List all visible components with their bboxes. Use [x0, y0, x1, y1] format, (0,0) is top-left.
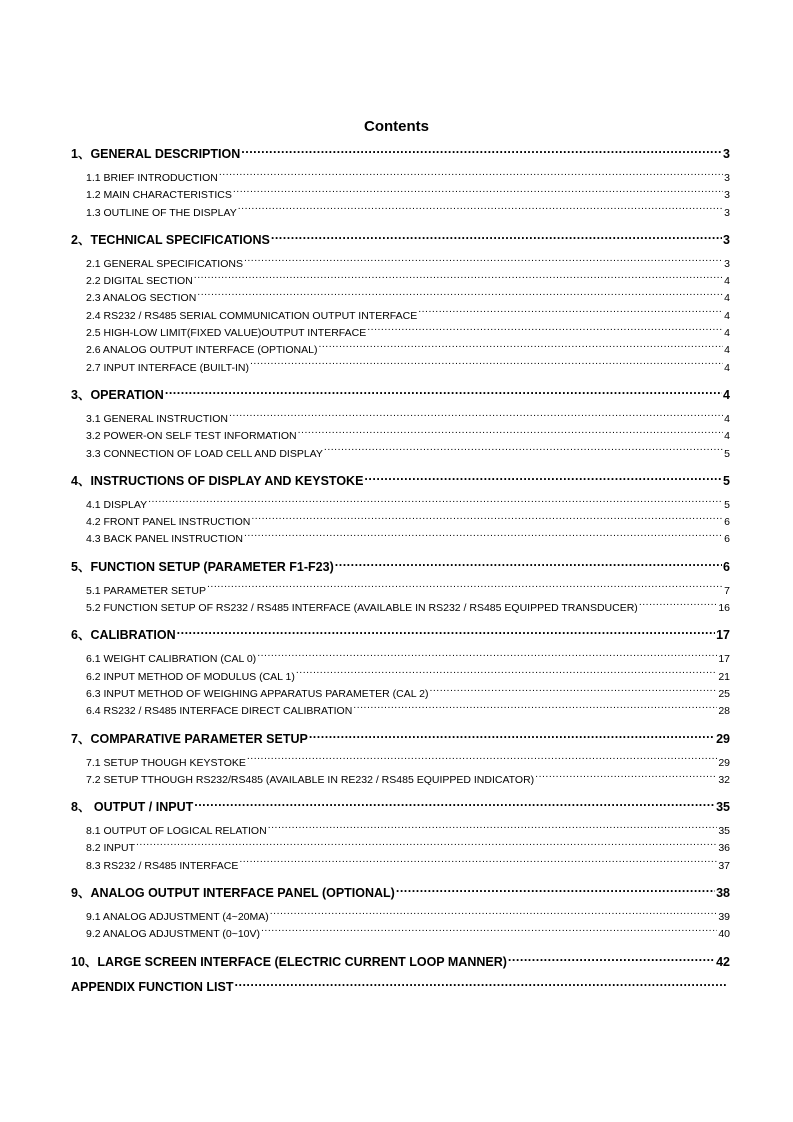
toc-subsection-entry[interactable] [71, 360, 730, 377]
toc-dot-leader [238, 205, 723, 216]
toc-entry-label: 5、FUNCTION SETUP (PARAMETER F1-F23) [71, 559, 334, 574]
toc-dot-leader [194, 274, 723, 285]
toc-dot-leader [247, 755, 717, 766]
toc-subsection-entry[interactable] [71, 926, 730, 943]
toc-dot-leader [244, 532, 723, 543]
toc-dot-leader [318, 343, 723, 354]
toc-page-number: 39 [718, 911, 730, 924]
toc-dot-leader [197, 291, 723, 302]
toc-page-number: 40 [718, 928, 730, 941]
toc-dot-leader [229, 411, 723, 422]
toc-page-number: 4 [724, 412, 730, 425]
toc-entry-label: 8、 OUTPUT / INPUT [71, 800, 194, 815]
toc-dot-leader [268, 824, 718, 835]
toc-entry-label: 1.1 BRIEF INTRODUCTION [86, 172, 218, 184]
toc-subsection-entry[interactable] [71, 187, 730, 204]
toc-dot-leader [335, 558, 722, 571]
toc-subsection-entry[interactable] [71, 600, 730, 617]
toc-entry-label: 4、INSTRUCTIONS OF DISPLAY AND KEYSTOKE [71, 473, 364, 488]
toc-entry-label: 2.3 ANALOG SECTION [86, 292, 197, 305]
toc-page-number: 6 [723, 559, 730, 574]
toc-dot-leader [148, 497, 723, 508]
toc-dot-leader [194, 799, 715, 812]
toc-entry-label: 7.2 SETUP TTHOUGH RS232/RS485 (AVAILABLE IN RE232 / RS485 EQUIPPED INDICATOR) [86, 773, 535, 786]
toc-entry-label: 5.1 PARAMETER SETUP [86, 584, 207, 597]
toc-subsection-entry[interactable] [71, 583, 730, 600]
toc-dot-leader [324, 446, 723, 457]
toc-dot-leader [396, 885, 715, 898]
toc-entry-label: 9.1 ANALOG ADJUSTMENT (4~20MA) [86, 911, 269, 924]
toc-page-number: 4 [723, 387, 730, 402]
toc-subsection-entry[interactable] [71, 703, 730, 720]
toc-entry-label: APPENDIX FUNCTION LIST [71, 979, 234, 994]
toc-entry-label: 10、LARGE SCREEN INTERFACE (ELECTRIC CURRENT LOOP MANNER) [71, 954, 507, 969]
toc-entry-label: 4.1 DISPLAY [86, 498, 148, 511]
toc-entry-label: 2.2 DIGITAL SECTION [86, 275, 193, 288]
toc-subsection-entry[interactable] [71, 823, 730, 840]
toc-subsection-entry[interactable] [71, 531, 730, 548]
toc-subsection-entry[interactable] [71, 428, 730, 445]
toc-entry-label: 6、CALIBRATION [71, 628, 176, 643]
toc-dot-leader [239, 858, 717, 869]
toc-page-number: 4 [724, 361, 730, 374]
toc-dot-leader [429, 686, 717, 697]
toc-dot-leader [207, 583, 723, 594]
toc-dot-leader [177, 627, 715, 640]
toc-entry-label: 3.3 CONNECTION OF LOAD CELL AND DISPLAY [86, 447, 323, 460]
toc-dot-leader [261, 927, 717, 938]
toc-entry-label: 9.2 ANALOG ADJUSTMENT (0~10V) [86, 928, 260, 941]
toc-page-number: 29 [718, 756, 730, 769]
toc-section-entry[interactable] [71, 953, 730, 971]
toc-page-number: 28 [718, 705, 730, 718]
toc-dot-leader [639, 601, 718, 612]
toc-entry-label: 1、GENERAL DESCRIPTION [71, 147, 241, 161]
toc-dot-leader [364, 472, 722, 485]
toc-page-number: 17 [718, 653, 730, 666]
toc-subsection-entry[interactable] [71, 290, 730, 307]
toc-dot-leader [508, 953, 715, 966]
toc-section-entry[interactable] [71, 145, 730, 163]
toc-page-number: 4 [724, 430, 730, 443]
toc-dot-leader [271, 231, 722, 244]
toc-page-number: 4 [724, 309, 730, 322]
toc-dot-leader [298, 429, 724, 440]
toc-subsection-entry[interactable] [71, 411, 730, 428]
toc-entry-label: 6.3 INPUT METHOD OF WEIGHING APPARATUS PARAMETER (CAL 2) [86, 687, 429, 700]
toc-dot-leader [251, 515, 723, 526]
toc-dot-leader [165, 386, 722, 399]
toc-entry-label: 2.6 ANALOG OUTPUT INTERFACE (OPTIONAL) [86, 344, 318, 357]
toc-subsection-entry[interactable] [71, 446, 730, 463]
toc-subsection-entry[interactable] [71, 205, 730, 222]
toc-dot-leader [257, 652, 717, 663]
toc-entry-label: 3.1 GENERAL INSTRUCTION [86, 412, 228, 425]
toc-subsection-entry[interactable] [71, 755, 730, 772]
toc-entry-label: 8.3 RS232 / RS485 INTERFACE [86, 859, 239, 872]
toc-section-entry[interactable] [71, 472, 730, 490]
toc-subsection-entry[interactable] [71, 840, 730, 857]
toc-page-number: 3 [724, 206, 730, 219]
toc-entry-label: 6.2 INPUT METHOD OF MODULUS (CAL 1) [86, 670, 295, 683]
toc-entry-label: 6.4 RS232 / RS485 INTERFACE DIRECT CALIBRATION [86, 705, 353, 718]
toc-dot-leader [235, 978, 726, 991]
toc-section-entry[interactable] [71, 730, 730, 748]
toc-entry-label: 2、TECHNICAL SPECIFICATIONS [71, 232, 270, 247]
toc-page-number: 4 [724, 344, 730, 357]
toc-dot-leader [136, 841, 717, 852]
toc-page-number: 38 [716, 886, 730, 901]
toc-subsection-entry[interactable] [71, 909, 730, 926]
toc-entry-label: 7、COMPARATIVE PARAMETER SETUP [71, 731, 308, 746]
toc-page-number: 3 [723, 147, 730, 161]
toc-entry-label: 4.2 FRONT PANEL INSTRUCTION [86, 516, 251, 529]
toc-page-number: 4 [724, 275, 730, 288]
toc-subsection-entry[interactable] [71, 256, 730, 273]
toc-page-number: 4 [724, 292, 730, 305]
table-of-contents [71, 145, 730, 996]
toc-section-entry[interactable] [71, 386, 730, 404]
toc-page-number: 6 [724, 516, 730, 529]
toc-section-entry[interactable] [71, 978, 727, 996]
toc-dot-leader [241, 146, 722, 159]
toc-entry-label: 2.7 INPUT INTERFACE (BUILT-IN) [86, 361, 249, 374]
toc-entry-label: 7.1 SETUP THOUGH KEYSTOKE [86, 756, 246, 769]
toc-entry-label: 2.1 GENERAL SPECIFICATIONS [86, 257, 243, 270]
toc-page-number: 37 [718, 859, 730, 872]
toc-page-number: 3 [724, 257, 730, 270]
toc-page-number: 6 [724, 533, 730, 546]
toc-subsection-entry[interactable] [71, 308, 730, 325]
toc-entry-label: 1.3 OUTLINE OF THE DISPLAY [86, 206, 237, 219]
toc-page-number: 16 [718, 602, 730, 615]
toc-page-number: 5 [724, 498, 730, 511]
toc-dot-leader [309, 730, 715, 743]
toc-entry-label: 2.5 HIGH-LOW LIMIT(FIXED VALUE)OUTPUT INTERFACE [86, 327, 367, 340]
toc-page-number: 32 [718, 773, 730, 786]
toc-subsection-entry[interactable] [71, 514, 730, 531]
toc-dot-leader [250, 360, 723, 371]
toc-page-number: 36 [718, 842, 730, 855]
toc-page-number: 5 [723, 473, 730, 488]
toc-subsection-entry[interactable] [71, 170, 730, 187]
toc-entry-label: 4.3 BACK PANEL INSTRUCTION [86, 533, 243, 546]
toc-entry-label: 8.2 INPUT [86, 842, 136, 855]
toc-subsection-entry[interactable] [71, 497, 730, 514]
toc-page-number: 35 [716, 800, 730, 815]
toc-entry-label: 6.1 WEIGHT CALIBRATION (CAL 0) [86, 653, 257, 666]
toc-entry-label: 3、OPERATION [71, 387, 164, 402]
toc-dot-leader [535, 772, 717, 783]
toc-dot-leader [244, 256, 723, 267]
toc-dot-leader [353, 704, 717, 715]
toc-section-entry[interactable] [71, 798, 730, 816]
toc-dot-leader [219, 171, 723, 182]
toc-subsection-entry[interactable] [71, 325, 730, 342]
toc-entry-label: 1.2 MAIN CHARACTERISTICS [86, 189, 232, 202]
toc-page-number: 3 [724, 189, 730, 202]
toc-page-number: 3 [723, 232, 730, 247]
toc-dot-leader [367, 326, 723, 337]
toc-dot-leader [296, 669, 717, 680]
toc-section-entry[interactable] [71, 558, 730, 576]
toc-subsection-entry[interactable] [71, 858, 730, 875]
toc-dot-leader [270, 910, 718, 921]
toc-page-number: 42 [716, 954, 730, 969]
toc-subsection-entry[interactable] [71, 686, 730, 703]
toc-section-entry[interactable] [71, 626, 730, 644]
toc-page-number: 7 [724, 584, 730, 597]
toc-subsection-entry[interactable] [71, 669, 730, 686]
toc-entry-label: 3.2 POWER-ON SELF TEST INFORMATION [86, 430, 297, 443]
toc-entry-label: 2.4 RS232 / RS485 SERIAL COMMUNICATION OUTPUT INTERFACE [86, 309, 418, 322]
toc-entry-label: 5.2 FUNCTION SETUP OF RS232 / RS485 INTERFACE (AVAILABLE IN RS232 / RS485 EQUIPPED TRANSDUCER) [86, 602, 638, 615]
toc-page-number: 25 [718, 687, 730, 700]
toc-page-number: 5 [724, 447, 730, 460]
toc-page-number: 3 [724, 172, 730, 184]
toc-entry-label: 8.1 OUTPUT OF LOGICAL RELATION [86, 825, 267, 838]
toc-subsection-entry[interactable] [71, 772, 730, 789]
toc-page-number: 29 [716, 731, 730, 746]
toc-page-number: 4 [724, 327, 730, 340]
toc-subsection-entry[interactable] [71, 273, 730, 290]
toc-section-entry[interactable] [71, 884, 730, 902]
page-title: Contents [364, 118, 429, 135]
toc-page-number: 17 [716, 628, 730, 643]
toc-subsection-entry[interactable] [71, 651, 730, 668]
toc-page-number: 21 [718, 670, 730, 683]
toc-subsection-entry[interactable] [71, 342, 730, 359]
toc-page-number: 35 [718, 825, 730, 838]
toc-entry-label: 9、ANALOG OUTPUT INTERFACE PANEL (OPTIONAL) [71, 886, 395, 901]
toc-dot-leader [233, 188, 723, 199]
toc-section-entry[interactable] [71, 231, 730, 249]
toc-dot-leader [418, 308, 723, 319]
